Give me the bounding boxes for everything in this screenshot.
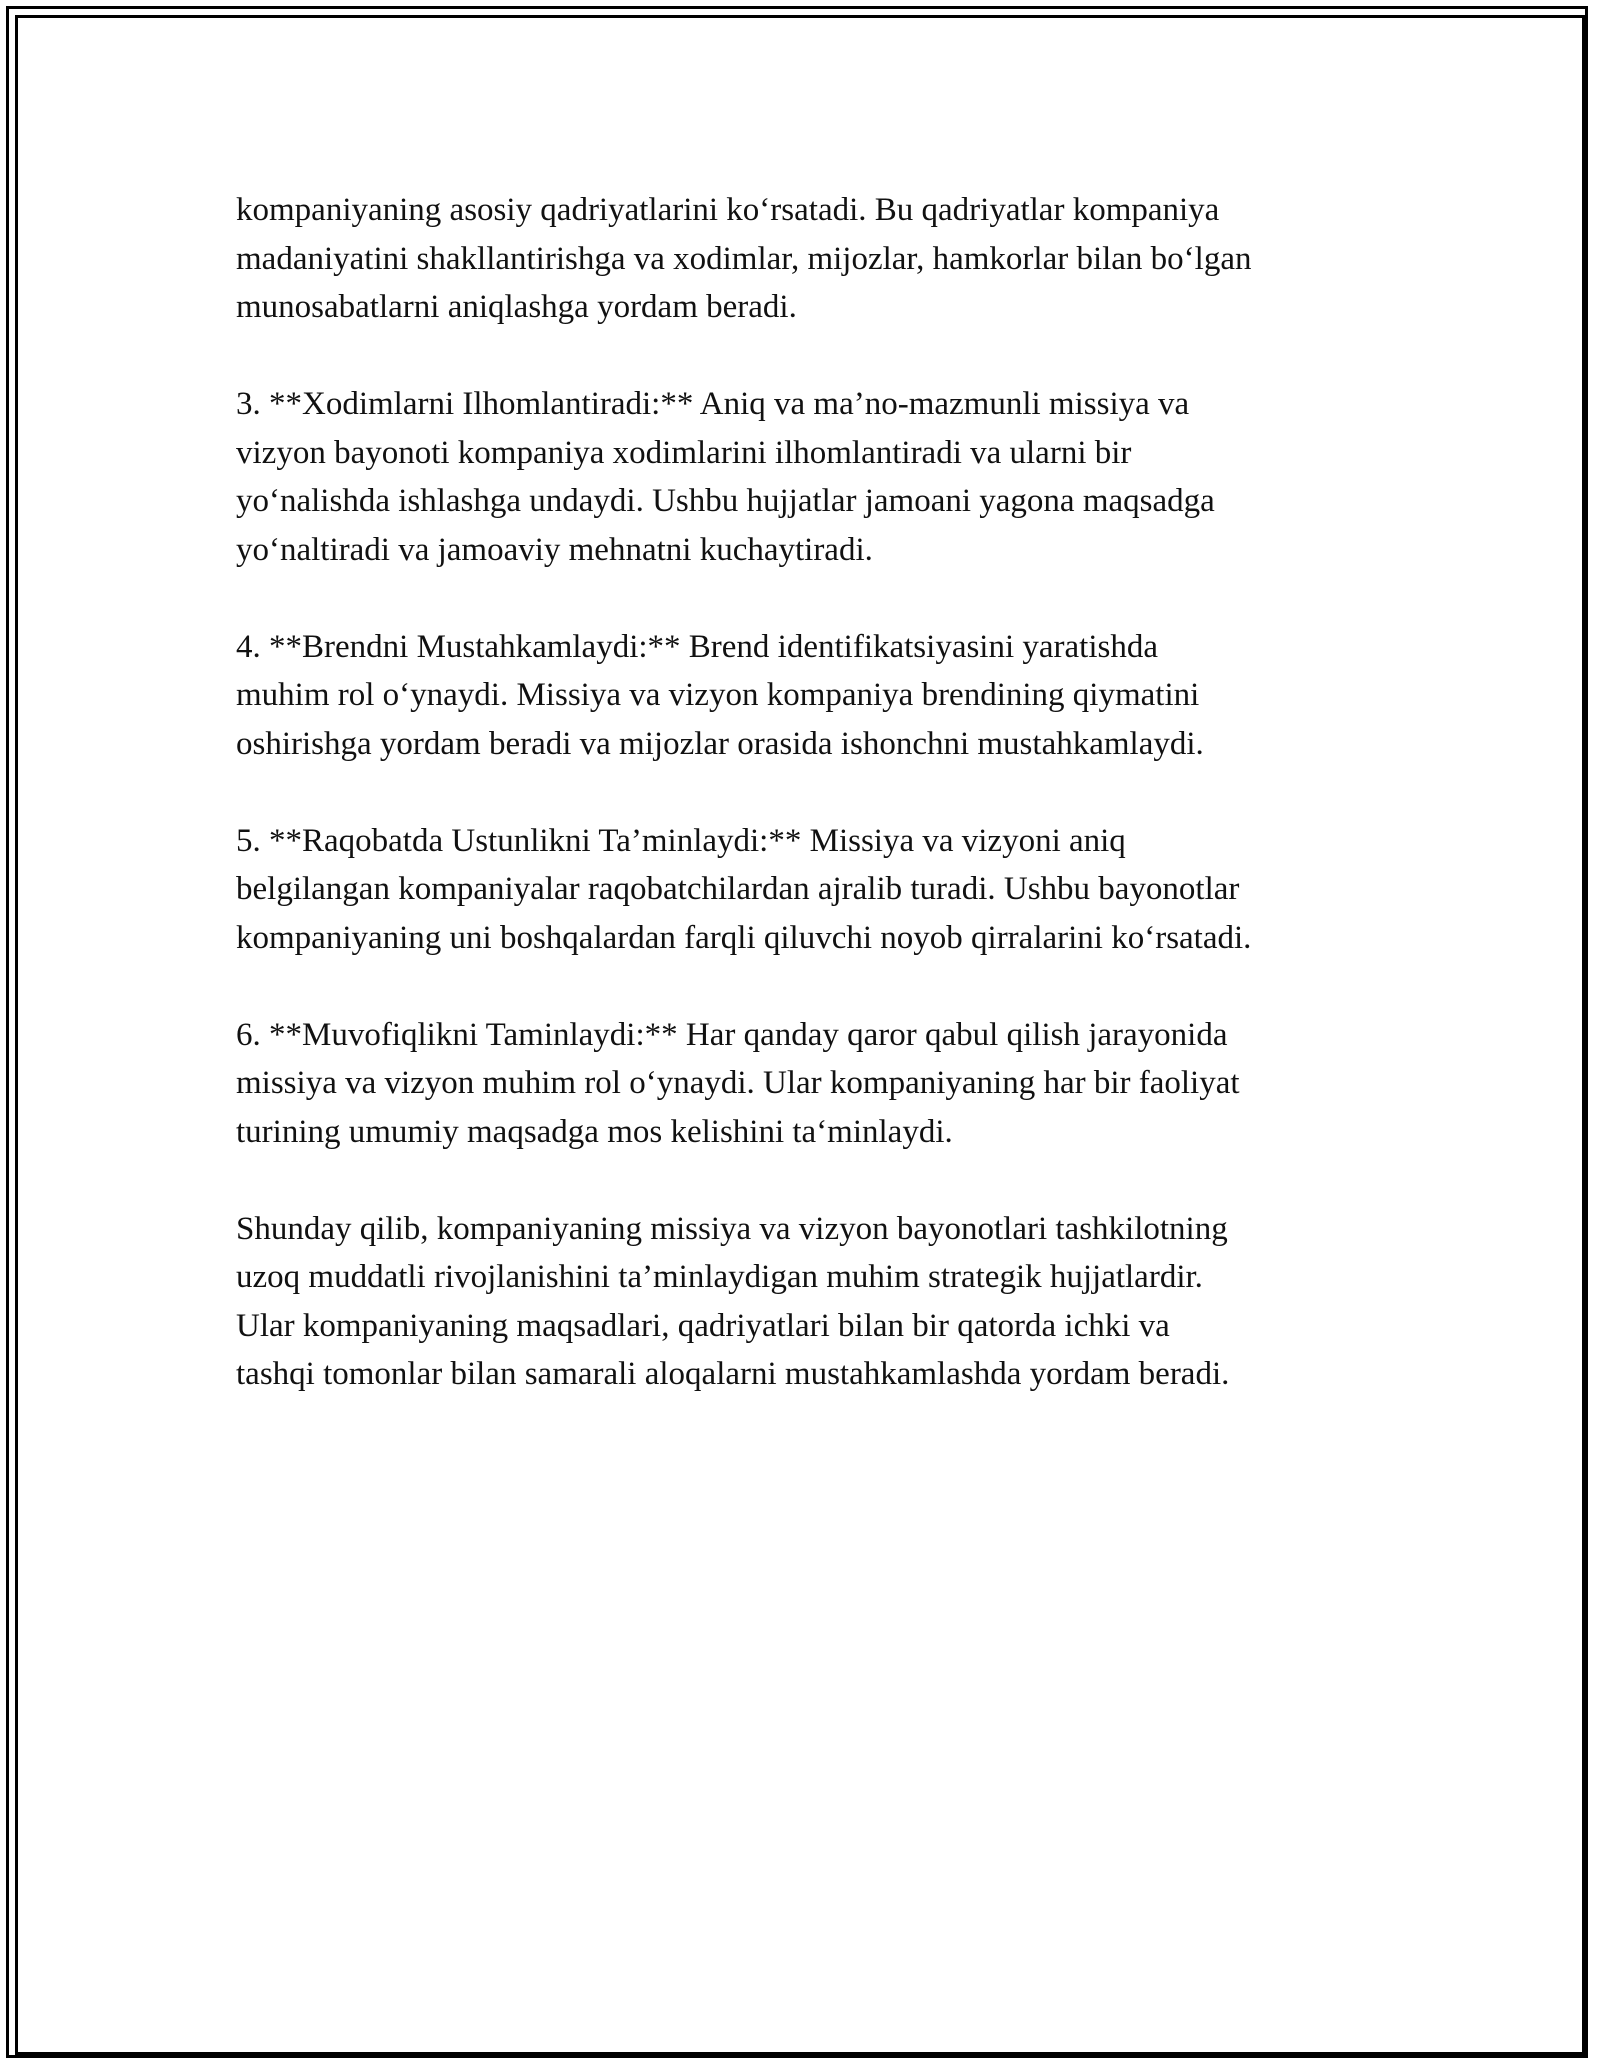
paragraph-conclusion: Shunday qilib, kompaniyaning missiya va vizyon bayonotlari tashkilotning uzoq muddatli rivojlanishini ta’minlaydigan muhim strategik hujjatlardir. Ular kompaniyaning maqsadlari, qadriyatlari bilan bir qatorda ichki va tashqi tomonlar bilan samarali aloqalarni mustahkamlashda yordam beradi.: [236, 1210, 1230, 1392]
paragraph-ensures-alignment: 6. **Muvofiqlikni Taminlaydi:** Har qanday qaror qabul qilish jarayonida missiya va vizyon muhim rol o‘ynaydi. Ular kompaniyaning har bir faoliyat turining umumiy maqsadga mos kelishini ta‘minlaydi.: [236, 1016, 1240, 1150]
document-body: [236, 186, 1386, 1447]
paragraph-values: kompaniyaning asosiy qadriyatlarini ko‘rsatadi. Bu qadriyatlar kompaniya madaniyatini shakllantirishga va xodimlar, mijozlar, hamkorlar bilan bo‘lgan munosabatlarni aniqlashga yordam beradi.: [236, 192, 1252, 325]
paragraph-competitive-advantage: 5. **Raqobatda Ustunlikni Ta’minlaydi:** Missiya va vizyoni aniq belgilangan kompaniyalar raqobatchilardan ajralib turadi. Ushbu bayonotlar kompaniyaning uni boshqalardan farqli qiluvchi noyob qirralarini ko‘rsatadi.: [236, 822, 1252, 956]
paragraph-strengthens-brand: 4. **Brendni Mustahkamlaydi:** Brend identifikatsiyasini yaratishda muhim rol o‘ynaydi. Missiya va vizyon kompaniya brendining qiymatini oshirishga yordam beradi va mijozlar orasida ishonchni mustahkamlaydi.: [236, 628, 1204, 762]
paragraph-inspires-employees: 3. **Xodimlarni Ilhomlantiradi:** Aniq va ma’no-mazmunli missiya va vizyon bayonoti kompaniya xodimlarini ilhomlantiradi va ularni bir yo‘nalishda ishlashga undaydi. Ushbu hujjatlar jamoani yagona maqsadga yo‘naltiradi va jamoaviy mehnatni kuchaytiradi.: [236, 386, 1215, 568]
